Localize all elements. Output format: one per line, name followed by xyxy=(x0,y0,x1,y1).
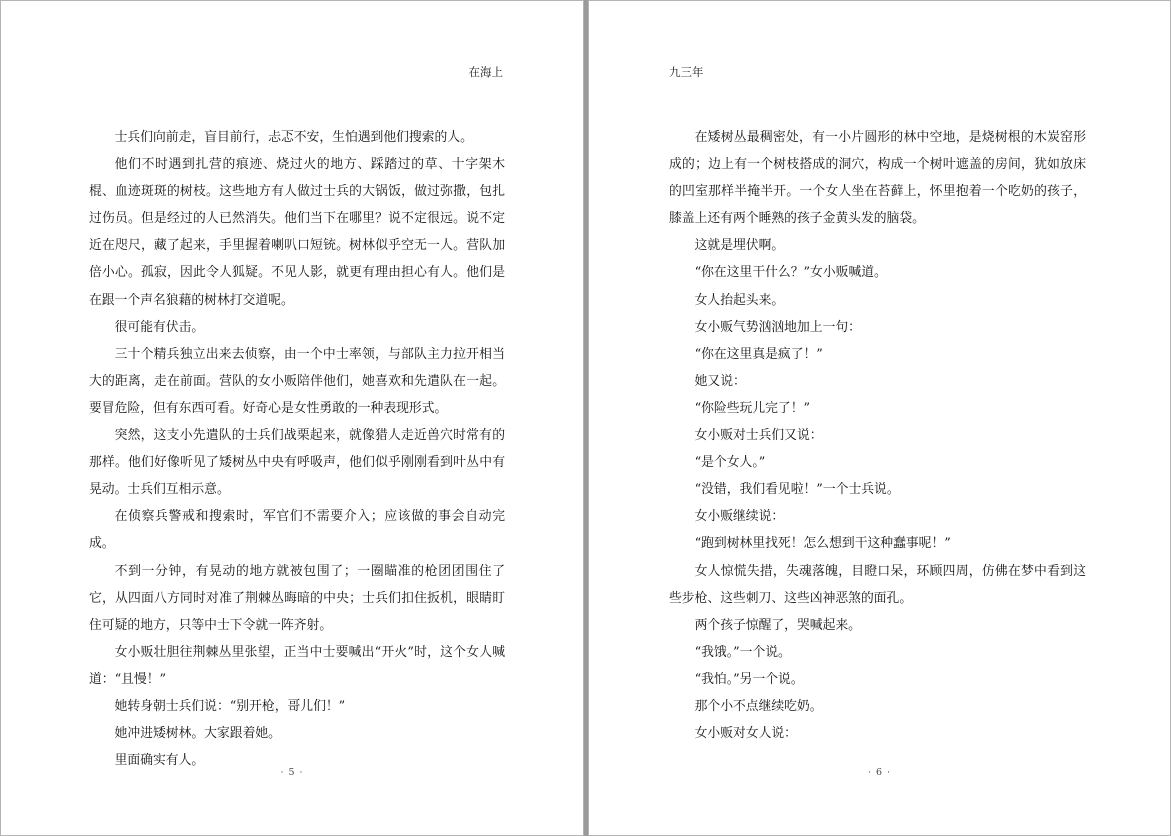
left-page xyxy=(0,0,584,836)
page-number: · 6 · xyxy=(867,767,892,778)
paragraph: 她冲进矮树林。大家跟着她。 xyxy=(114,726,281,742)
paragraph: 女小贩壮胆往荆棘丛里张望，正当中士要喊出“开火”时，这个女人喊道：“且慢！” xyxy=(89,644,505,687)
paragraph: 在矮树丛最稠密处，有一小片圆形的林中空地，是烧树根的木炭窑形成的；边上有一个树枝搭成的洞穴，构成一个树叶遮盖的房间，犹如放床的凹室那样半掩半开。一个女人坐在苔藓上，怀里抱着一个吃奶的孩子，膝盖上还有两个睡熟的孩子金黄头发的脑袋。 xyxy=(669,130,1086,227)
paragraph: 突然，这支小先遣队的士兵们战栗起来，就像猎人走近兽穴时常有的那样。他们好像听见了矮树丛中央有呼吸声，他们似乎刚刚看到叶丛中有晃动。士兵们互相示意。 xyxy=(89,428,505,498)
paragraph: 女人抬起头来。 xyxy=(694,292,785,308)
page-body xyxy=(89,124,505,774)
paragraph: 女小贩继续说： xyxy=(694,509,785,525)
paragraph: “没错，我们看见啦！”一个士兵说。 xyxy=(694,482,900,498)
paragraph: 他们不时遇到扎营的痕迹、烧过火的地方、踩踏过的草、十字架木棍、血迹斑斑的树枝。这些地方有人做过士兵的大锅饭，做过弥撒，包扎过伤员。但是经过的人已然消失。他们当下在哪里？说不定很远。说不定近在咫尺，藏了起来，手里握着喇叭口短铳。树林似乎空无一人。营队加倍小心。孤寂，因此令人狐疑。不见人影，就更有理由担心有人。他们是在跟一个声名狼藉的树林打交道呢。 xyxy=(89,157,505,308)
paragraph: 很可能有伏击。 xyxy=(114,319,205,335)
paragraph: “你在这里真是疯了！” xyxy=(694,346,823,362)
paragraph: 三十个精兵独立出来去侦察，由一个中士率领，与部队主力拉开相当大的距离，走在前面。营队的女小贩陪伴他们，她喜欢和先遣队在一起。要冒危险，但有东西可看。好奇心是女性勇敢的一种表现形式。 xyxy=(89,346,505,416)
paragraph: 女小贩对女人说： xyxy=(694,726,797,742)
page-number: · 5 · xyxy=(280,767,304,778)
page-body xyxy=(669,124,1086,747)
paragraph: 两个孩子惊醒了，哭喊起来。 xyxy=(694,617,861,633)
paragraph: “我怕。”另一个说。 xyxy=(694,671,804,687)
paragraph: “我饿。”一个说。 xyxy=(694,644,791,660)
running-head: 九三年 xyxy=(669,65,704,79)
paragraph: “你在这里干什么？”女小贩喊道。 xyxy=(694,265,887,281)
paragraph: 这就是埋伏啊。 xyxy=(694,238,785,254)
running-head: 在海上 xyxy=(468,65,503,79)
paragraph: 女小贩对士兵们又说： xyxy=(694,428,823,444)
paragraph: 女小贩气势汹汹地加上一句： xyxy=(694,319,861,335)
paragraph: 在侦察兵警戒和搜索时，军官们不需要介入；应该做的事会自动完成。 xyxy=(89,509,505,552)
paragraph: 她转身朝士兵们说：“别开枪，哥儿们！” xyxy=(114,698,346,714)
paragraph: 不到一分钟，有晃动的地方就被包围了；一圈瞄准的枪团团围住了它，从四面八方同时对准了荆棘丛晦暗的中央；士兵们扣住扳机，眼睛盯住可疑的地方，只等中士下令就一阵齐射。 xyxy=(89,563,505,633)
paragraph: 士兵们向前走，盲目前行，忐忑不安，生怕遇到他们搜索的人。 xyxy=(114,130,473,145)
paragraph: 女人惊慌失措，失魂落魄，目瞪口呆，环顾四周，仿佛在梦中看到这些步枪、这些刺刀、这些凶神恶煞的面孔。 xyxy=(669,563,1086,606)
paragraph: “你险些玩儿完了！” xyxy=(694,400,811,416)
paragraph: 她又说： xyxy=(694,373,746,389)
paragraph: 那个小不点继续吃奶。 xyxy=(694,698,823,714)
paragraph: “跑到树林里找死！怎么想到干这种蠢事呢！” xyxy=(694,536,951,552)
right-page xyxy=(588,0,1171,836)
paragraph: “是个女人。” xyxy=(694,455,766,471)
paragraph: 里面确实有人。 xyxy=(114,753,205,769)
